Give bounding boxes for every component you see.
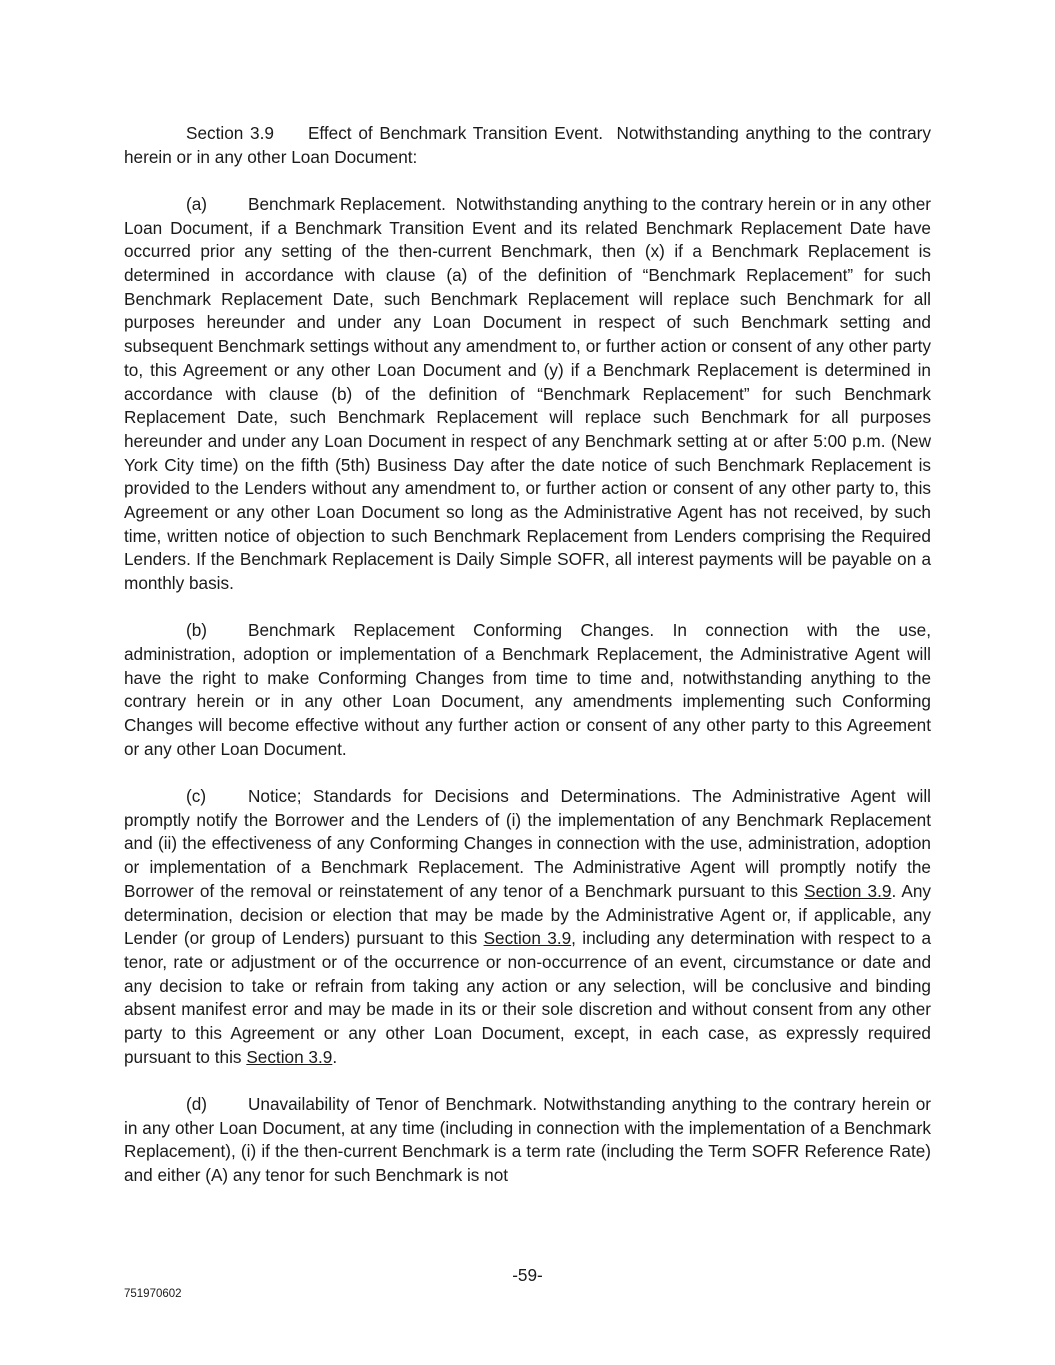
paragraph-c-text-3: , including any determination with respect to a tenor, rate or adjustment or of the occurrence or non-occurrence of an event, circumstance or date and any decision to take or refrain from taking any action or any selection, will be conclusive and binding absent manifest error and may be made in its or their sole discretion and without consent from any other party to this Agreement or any other Loan Document, except, in each case, as expressly required pursuant to this [124,928,932,1067]
paragraph-c-text-4: . [332,1046,338,1067]
paragraph-a [124,193,931,596]
section-reference-link[interactable]: Section 3.9 [483,928,572,949]
paragraph-c-label: (c) [186,786,207,807]
paragraph-a-heading: Benchmark Replacement. [248,193,446,214]
paragraph-c-text-1: The Administrative Agent will promptly notify the Borrower and the Lenders of (i) the implementation of any Benchmark Replacement and (ii) the effectiveness of any Conforming Changes in connection with the use, administration, adoption or implementation of a Benchmark Replacement. The Administrative Agent will promptly notify the Borrower of the removal or reinstatement of any tenor of a Benchmark pursuant to this [124,786,932,901]
section-reference-link[interactable]: Section 3.9 [246,1046,333,1067]
document-id: 751970602 [124,1288,182,1300]
page-number: -59- [512,1265,543,1285]
paragraph-a-text: Notwithstanding anything to the contrary herein or in any other Loan Document, if a Benchmark Transition Event and its related Benchmark Replacement Date have occurred prior any setting of the then-current Benchmark, then (x) if a Benchmark Replacement is determined in accordance with clause (a) of the definition of “Benchmark Replacement” for such Benchmark Replacement Date, such Benchmark Replacement will replace such Benchmark for all purposes hereunder and under any Loan Document in respect of such Benchmark setting and subsequent Benchmark settings without any amendment to, or further action or consent of any other party to, this Agreement or any other Loan Document and (y) if a Benchmark Replacement is determined in accordance with clause (b) of the definition of “Benchmark Replacement” for such Benchmark Replacement Date, such Benchmark Replacement will replace such Benchmark for all purposes hereunder and under any Loan Document in respect of any Benchmark setting at or after 5:00 p.m. (New York City time) on the fifth (5th) Business Day after the date notice of such Benchmark Replacement is provided to the Lenders without any amendment to, or further action or consent of any other party to, this Agreement or any other Loan Document so long as the Administrative Agent has not received, by such time, written notice of objection to such Benchmark Replacement from Lenders comprising the Required Lenders. If the Benchmark Replacement is Daily Simple SOFR, all interest payments will be payable on a monthly basis. [124,193,932,594]
paragraph-d [124,1093,931,1188]
paragraph-d-label: (d) [186,1094,208,1115]
paragraph-c-heading: Notice; Standards for Decisions and Determinations. [248,786,681,807]
section-reference-link[interactable]: Section 3.9 [804,880,892,901]
paragraph-b-label: (b) [186,620,208,641]
section-number: Section 3.9 [186,123,274,143]
section-heading-paragraph [124,122,931,169]
paragraph-b [124,619,931,761]
paragraph-b-text: In connection with the use, administration, adoption or implementation of a Benchmark Replacement, the Administrative Agent will have the right to make Conforming Changes from time to time and, notwithstanding anything to the contrary herein or in any other Loan Document, any amendments implementing such Conforming Changes will become effective without any further action or consent of any other party to this Agreement or any other Loan Document. [124,620,931,759]
paragraph-a-label: (a) [186,193,208,214]
paragraph-c [124,785,931,1069]
paragraph-c-text-2: . Any determination, decision or election that may be made by the Administrative Agent or, if applicable, any Lender (or group of Lenders) pursuant to this [124,880,932,949]
section-intro: Notwithstanding anything to the contrary herein or in any other Loan Document: [124,123,931,167]
paragraph-d-text: Notwithstanding anything to the contrary herein or in any other Loan Document, at any time (including in connection with the implementation of a Benchmark Replacement), (i) if the then-current Benchmark is a term rate (including the Term SOFR Reference Rate) and either (A) any tenor for such Benchmark is not [124,1094,931,1186]
section-title: Effect of Benchmark Transition Event. [307,123,604,143]
paragraph-d-heading: Unavailability of Tenor of Benchmark. [248,1094,538,1115]
paragraph-b-heading: Benchmark Replacement Conforming Changes. [248,620,655,641]
document-page [124,122,931,1211]
